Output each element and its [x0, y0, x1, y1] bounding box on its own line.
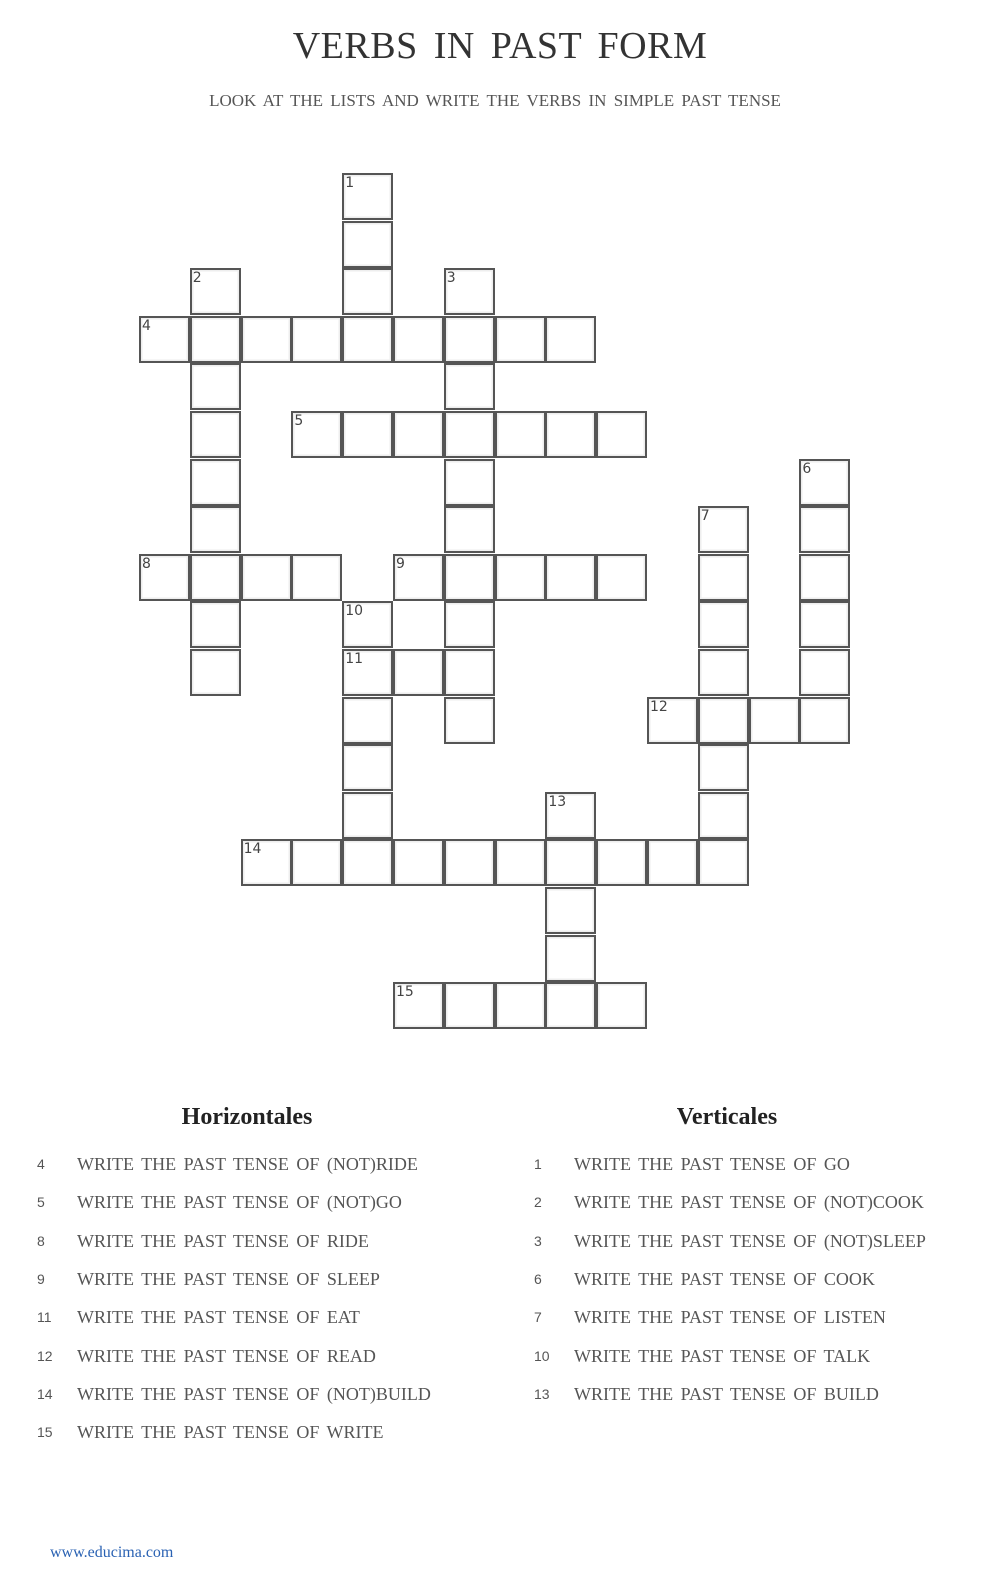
crossword-cell[interactable]	[444, 649, 495, 696]
crossword-cell[interactable]	[190, 316, 241, 363]
crossword-cell[interactable]	[444, 268, 495, 315]
crossword-cell[interactable]	[698, 554, 749, 601]
crossword-cell[interactable]	[444, 411, 495, 458]
clue-number: 13	[534, 1385, 550, 1402]
clue-text: WRITE THE PAST TENSE OF RIDE	[77, 1230, 369, 1251]
crossword-cell[interactable]	[190, 506, 241, 553]
crossword-cell[interactable]	[444, 316, 495, 363]
clue-number: 10	[345, 603, 364, 620]
crossword-cell[interactable]	[495, 316, 546, 363]
crossword-cell[interactable]	[444, 982, 495, 1029]
crossword-cell[interactable]	[444, 601, 495, 648]
crossword-cell[interactable]	[444, 554, 495, 601]
clue-number: 7	[534, 1309, 542, 1326]
clue-number: 2	[192, 270, 202, 287]
clue-number: 2	[534, 1194, 542, 1211]
crossword-cell[interactable]	[342, 268, 393, 315]
crossword-cell[interactable]	[241, 839, 292, 886]
clue-text: WRITE THE PAST TENSE OF (NOT)BUILD	[77, 1383, 431, 1404]
crossword-cell[interactable]	[698, 839, 749, 886]
crossword-cell[interactable]	[698, 792, 749, 839]
crossword-cell[interactable]	[698, 601, 749, 648]
crossword-cell[interactable]	[545, 554, 596, 601]
crossword-cell[interactable]	[596, 982, 647, 1029]
clue-number: 5	[294, 413, 304, 429]
clue-text: WRITE THE PAST TENSE OF SLEEP	[77, 1268, 380, 1289]
clue-number: 14	[37, 1385, 53, 1402]
clue-number: 15	[396, 984, 414, 1001]
crossword-cell[interactable]	[190, 459, 241, 506]
crossword-cell[interactable]	[342, 649, 393, 696]
clue-number: 8	[37, 1232, 45, 1249]
crossword-cell[interactable]	[342, 411, 393, 458]
clue-number: 4	[37, 1156, 45, 1172]
crossword-cell[interactable]	[342, 792, 393, 839]
page-title: VERBS IN PAST FORM	[292, 25, 708, 67]
crossword-cell[interactable]	[647, 697, 698, 744]
crossword-cell[interactable]	[799, 601, 850, 648]
clue-number: 13	[548, 793, 567, 810]
crossword-cell[interactable]	[444, 839, 495, 886]
crossword-cell[interactable]	[698, 744, 749, 791]
clue-number: 4	[142, 317, 151, 334]
crossword-cell[interactable]	[393, 649, 444, 696]
crossword-cell[interactable]	[545, 982, 596, 1029]
crossword-cell[interactable]	[444, 459, 495, 506]
clue-number: 9	[37, 1270, 45, 1287]
clue-text: WRITE THE PAST TENSE OF LISTEN	[574, 1307, 886, 1328]
clue-number: 1	[345, 175, 355, 191]
crossword-cell[interactable]	[647, 839, 698, 886]
crossword-cell[interactable]	[749, 697, 800, 744]
crossword-cell[interactable]	[342, 839, 393, 886]
crossword-cell[interactable]	[342, 744, 393, 791]
clue-number: 6	[534, 1270, 542, 1287]
crossword-cell[interactable]	[291, 411, 342, 458]
clue-text: WRITE THE PAST TENSE OF TALK	[574, 1345, 871, 1366]
clue-number: 8	[142, 555, 151, 572]
crossword-cell[interactable]	[799, 506, 850, 553]
crossword-cell[interactable]	[698, 649, 749, 696]
clue-text: WRITE THE PAST TENSE OF (NOT)COOK	[574, 1192, 924, 1213]
crossword-cell[interactable]	[545, 935, 596, 982]
clue-number: 14	[243, 841, 262, 858]
clue-number: 7	[700, 508, 710, 525]
crossword-cell[interactable]	[698, 506, 749, 553]
crossword-cell[interactable]	[190, 363, 241, 410]
crossword-cell[interactable]	[139, 316, 190, 363]
crossword-cell[interactable]	[444, 506, 495, 553]
clue-number: 3	[446, 270, 456, 287]
crossword-cell[interactable]	[799, 697, 850, 744]
crossword-cell[interactable]	[799, 459, 850, 506]
crossword-cell[interactable]	[545, 792, 596, 839]
clue-text: WRITE THE PAST TENSE OF (NOT)RIDE	[77, 1154, 418, 1174]
crossword-cell[interactable]	[190, 268, 241, 315]
crossword-cell[interactable]	[342, 316, 393, 363]
horizontal-heading: Horizontales	[181, 1104, 313, 1130]
clue-number: 1	[534, 1156, 542, 1172]
crossword-cell[interactable]	[342, 221, 393, 268]
clue-number: 11	[345, 651, 364, 667]
clue-text: WRITE THE PAST TENSE OF GO	[574, 1154, 850, 1174]
crossword-cell[interactable]	[393, 839, 444, 886]
crossword-cell[interactable]	[444, 697, 495, 744]
clue-number: 6	[802, 460, 812, 477]
crossword-cell[interactable]	[799, 649, 850, 696]
crossword-cell[interactable]	[393, 316, 444, 363]
crossword-cell[interactable]	[393, 554, 444, 601]
clue-number: 12	[650, 698, 668, 715]
crossword-cell[interactable]	[291, 316, 342, 363]
crossword-cell[interactable]	[190, 411, 241, 458]
clue-text: WRITE THE PAST TENSE OF (NOT)SLEEP	[574, 1230, 926, 1251]
crossword-cell[interactable]	[291, 839, 342, 886]
clue-number: 3	[534, 1232, 542, 1249]
crossword-cell[interactable]	[190, 649, 241, 696]
clue-text: WRITE THE PAST TENSE OF COOK	[574, 1268, 875, 1289]
crossword-cell[interactable]	[139, 554, 190, 601]
crossword-cell[interactable]	[495, 411, 546, 458]
crossword-cell[interactable]	[495, 839, 546, 886]
clue-number: 15	[37, 1424, 53, 1441]
crossword-cell[interactable]	[698, 697, 749, 744]
crossword-cell[interactable]	[545, 887, 596, 934]
crossword-cell[interactable]	[495, 554, 546, 601]
clue-number: 12	[37, 1347, 53, 1364]
clue-text: WRITE THE PAST TENSE OF EAT	[77, 1307, 360, 1328]
crossword-cell[interactable]	[342, 697, 393, 744]
instructions: LOOK AT THE LISTS AND WRITE THE VERBS IN SIMPLE PAST TENSE	[209, 91, 781, 110]
crossword-cell[interactable]	[393, 411, 444, 458]
crossword-cell[interactable]	[545, 316, 596, 363]
crossword-cell[interactable]	[190, 554, 241, 601]
footer-link[interactable]: www.educima.com	[50, 1544, 174, 1561]
crossword-cell[interactable]	[596, 839, 647, 886]
crossword-cell[interactable]	[495, 982, 546, 1029]
crossword-cell[interactable]	[545, 411, 596, 458]
crossword-cell[interactable]	[545, 839, 596, 886]
clue-text: WRITE THE PAST TENSE OF BUILD	[574, 1383, 879, 1404]
crossword-cell[interactable]	[393, 982, 444, 1029]
clue-number: 5	[37, 1194, 45, 1211]
clue-number: 9	[396, 555, 405, 572]
crossword-cell[interactable]	[342, 601, 393, 648]
crossword-cell[interactable]	[241, 316, 292, 363]
crossword-cell[interactable]	[596, 411, 647, 458]
crossword-cell[interactable]	[444, 363, 495, 410]
clue-number: 10	[534, 1347, 550, 1364]
crossword-cell[interactable]	[342, 173, 393, 220]
crossword-cell[interactable]	[241, 554, 292, 601]
crossword-cell[interactable]	[291, 554, 342, 601]
clue-text: WRITE THE PAST TENSE OF (NOT)GO	[77, 1192, 402, 1213]
vertical-heading: Verticales	[676, 1104, 778, 1130]
clue-number: 11	[37, 1309, 52, 1326]
crossword-cell[interactable]	[190, 601, 241, 648]
crossword-cell[interactable]	[596, 554, 647, 601]
clue-text: WRITE THE PAST TENSE OF WRITE	[77, 1422, 384, 1443]
clue-text: WRITE THE PAST TENSE OF READ	[77, 1345, 376, 1366]
crossword-cell[interactable]	[799, 554, 850, 601]
